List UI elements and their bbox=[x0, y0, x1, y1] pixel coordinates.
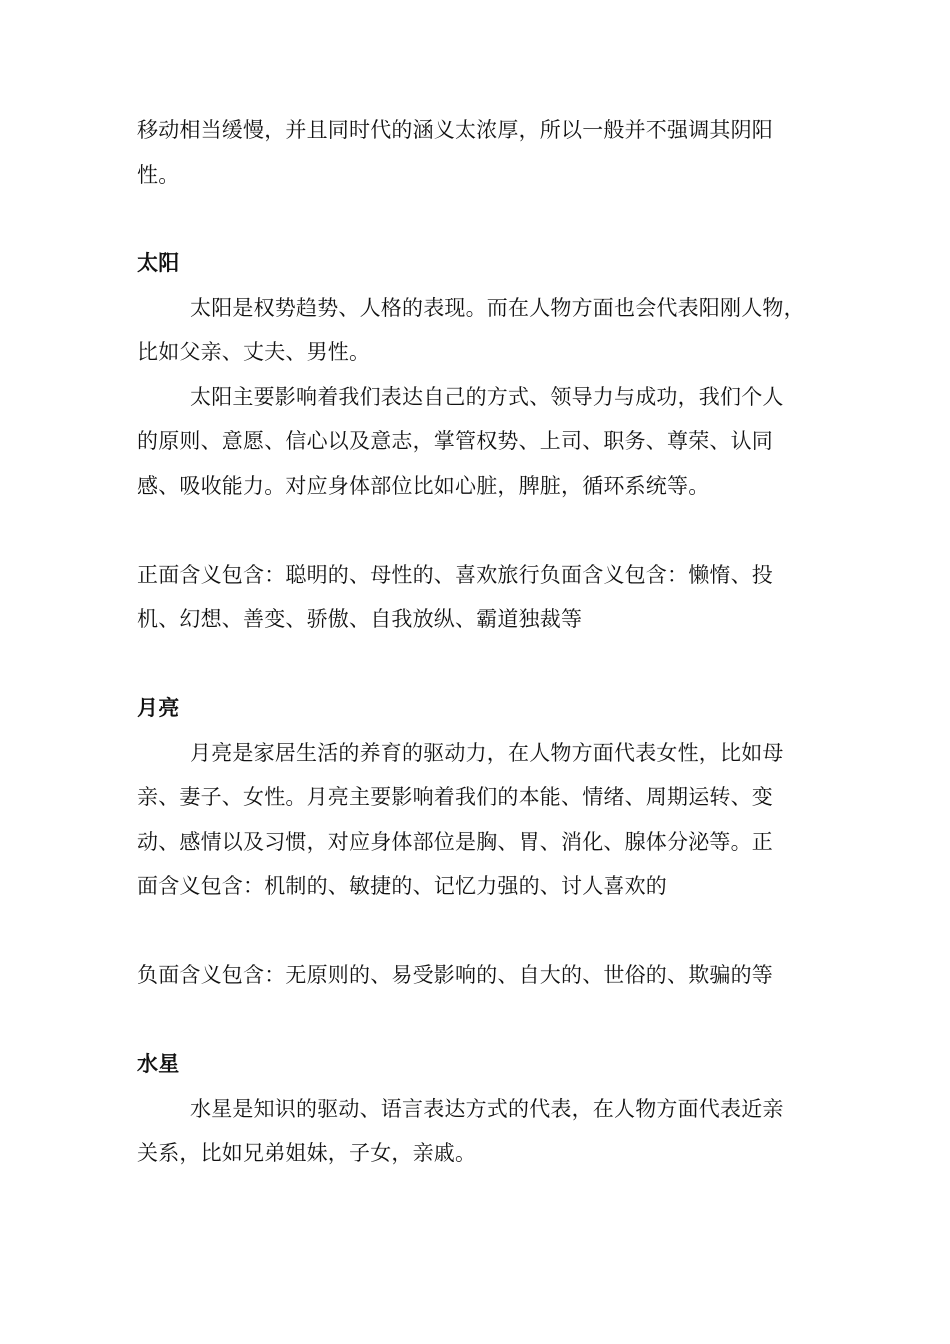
moon-p2-line-1: 负面含义包含：无原则的、易受影响的、自大的、世俗的、欺骗的等 bbox=[137, 963, 773, 987]
section-heading-sun: 太阳 bbox=[137, 251, 180, 275]
mercury-p1-line-2: 关系，比如兄弟姐妹，子女，亲戚。 bbox=[137, 1141, 477, 1165]
moon-p1-line-4: 面含义包含：机制的、敏捷的、记忆力强的、讨人喜欢的 bbox=[137, 874, 667, 898]
moon-p1-line-3: 动、感情以及习惯，对应身体部位是胸、胃、消化、腺体分泌等。正 bbox=[137, 830, 773, 854]
intro-line-2: 性。 bbox=[137, 163, 180, 187]
sun-p2-line-2: 的原则、意愿、信心以及意志，掌管权势、上司、职务、尊荣、认同 bbox=[137, 429, 773, 453]
sun-p3-line-2: 机、幻想、善变、骄傲、自我放纵、霸道独裁等 bbox=[137, 607, 583, 631]
section-heading-mercury: 水星 bbox=[137, 1052, 180, 1076]
moon-p1-line-2: 亲、妻子、女性。月亮主要影响着我们的本能、情绪、周期运转、变 bbox=[137, 785, 773, 809]
sun-p1-line-1: 太阳是权势趋势、人格的表现。而在人物方面也会代表阳刚人物， bbox=[190, 296, 805, 320]
mercury-p1-line-1: 水星是知识的驱动、语言表达方式的代表，在人物方面代表近亲 bbox=[190, 1097, 784, 1121]
sun-p1-line-2: 比如父亲、丈夫、男性。 bbox=[137, 340, 371, 364]
sun-p2-line-1: 太阳主要影响着我们表达自己的方式、领导力与成功，我们个人 bbox=[190, 385, 784, 409]
moon-p1-line-1: 月亮是家居生活的养育的驱动力，在人物方面代表女性，比如母 bbox=[190, 741, 784, 765]
intro-line-1: 移动相当缓慢，并且同时代的涵义太浓厚，所以一般并不强调其阴阳 bbox=[137, 118, 773, 142]
section-heading-moon: 月亮 bbox=[137, 696, 180, 720]
sun-p3-line-1: 正面含义包含：聪明的、母性的、喜欢旅行负面含义包含：懒惰、投 bbox=[137, 563, 773, 587]
sun-p2-line-3: 感、吸收能力。对应身体部位比如心脏，脾脏，循环系统等。 bbox=[137, 474, 710, 498]
